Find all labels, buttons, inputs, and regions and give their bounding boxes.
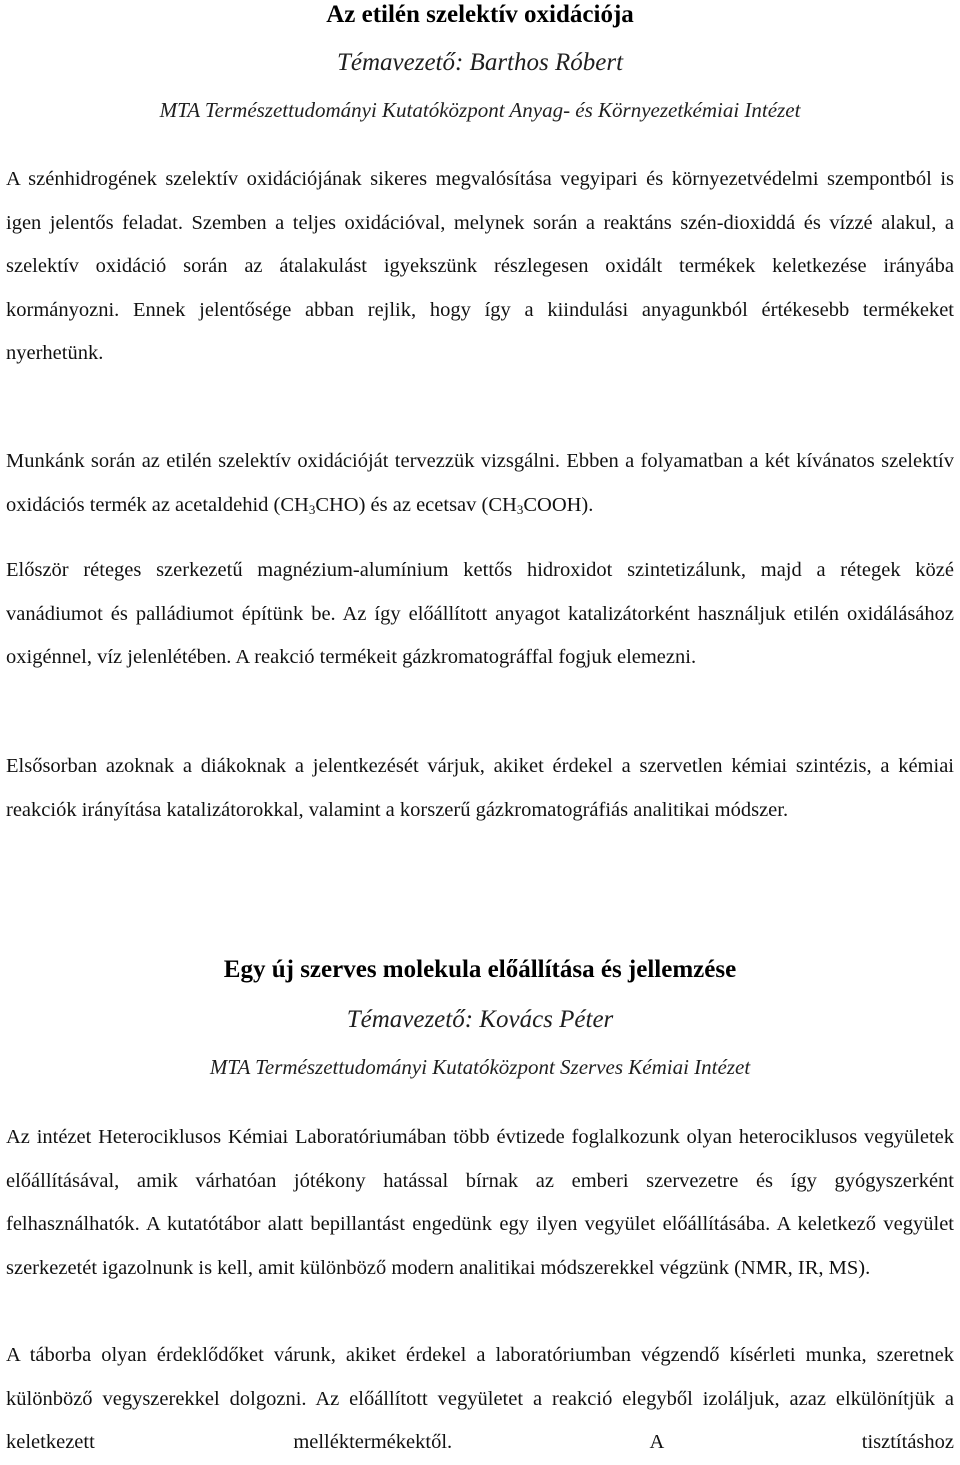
topic-organic-paragraph-1-block (6, 1116, 954, 1290)
topic-organic-paragraph-2-block (6, 1334, 954, 1465)
paragraph: Először réteges szerkezetű magnézium-alumínium kettős hidroxidot szintetizálunk, majd a rétegek közé vanádiumot és palládiumot építünk be. Az így előállított anyagot katalizátorként használjuk etilén oxidálásához oxigénnel, víz jelenlétében. A reakció termékeit gázkromatográffal fogjuk elemezni. (6, 559, 954, 668)
paragraph: A táborba olyan érdeklődőket várunk, akiket érdekel a laboratóriumban végzendő kísérleti munka, szeretnek különböző vegyszerekkel dolgozni. Az előállított vegyületet a reakció elegyből izoláljuk, azaz elkülönítjük a keletkezett melléktermékektől. A tisztításhoz (6, 1344, 954, 1453)
topic-ethylene-paragraph-4-block (6, 745, 954, 832)
paragraph: Elsősorban azoknak a diákoknak a jelentkezését várjuk, akiket érdekel a szervetlen kémiai szintézis, a kémiai reakciók irányítása katalizátorokkal, valamint a korszerű gázkromatográfiás analitikai módszer. (6, 755, 954, 821)
paragraph: Munkánk során az etilén szelektív oxidációját tervezzük vizsgálni. Ebben a folyamatban a két kívánatos szelektív oxidációs termék az acetaldehid $(CH_3CHO)$ és az ecetsav $(CH_3COOH)$. (6, 450, 954, 517)
topic-title: Egy új szerves molekula előállítása és jellemzése (223, 956, 737, 983)
topic-ethylene-paragraph-3-block (6, 549, 954, 680)
topic-supervisor: Témavezető: Barthos Róbert (336, 49, 624, 76)
topic-supervisor: Témavezető: Kovács Péter (346, 1006, 614, 1033)
topic-ethylene-paragraph-2-block (6, 440, 954, 527)
topic-new-organic-molecule (6, 955, 954, 1081)
paragraph: A szénhidrogének szelektív oxidációjának sikeres megvalósítása vegyipari és környezetvédelmi szempontból is igen jelentős feladat. Szemben a teljes oxidációval, melynek során a reaktáns szén-dioxiddá és vízzé alakul, a szelektív oxidáció során az átalakulást igyekszünk részlegesen oxidált termékek keletkezése irányába kormányozni. Ennek jelentősége abban rejlik, hogy így a kiindulási anyagunkból értékesebb termékeket nyerhetünk. (6, 168, 954, 364)
topic-ethylene-paragraph-1-block (6, 158, 954, 376)
topic-institute: MTA Természettudományi Kutatóközpont Szerves Kémiai Intézet (209, 1055, 751, 1079)
topic-institute: MTA Természettudományi Kutatóközpont Anyag- és Környezetkémiai Intézet (159, 98, 801, 122)
paragraph: Az intézet Heterociklusos Kémiai Laboratóriumában több évtizede foglalkozunk olyan heterociklusos vegyületek előállításával, amik várhatóan jótékony hatással bírnak az emberi szervezetre és így gyógyszerként felhasználhatók. A kutatótábor alatt bepillantást engedünk egy ilyen vegyület előállításába. A keletkező vegyület szerkezetét igazolnunk is kell, amit különböző modern analitikai módszerekkel végzünk (NMR, IR, MS). (6, 1126, 954, 1279)
topic-ethylene-oxidation (6, 0, 954, 124)
topic-title: Az etilén szelektív oxidációja (326, 1, 634, 28)
